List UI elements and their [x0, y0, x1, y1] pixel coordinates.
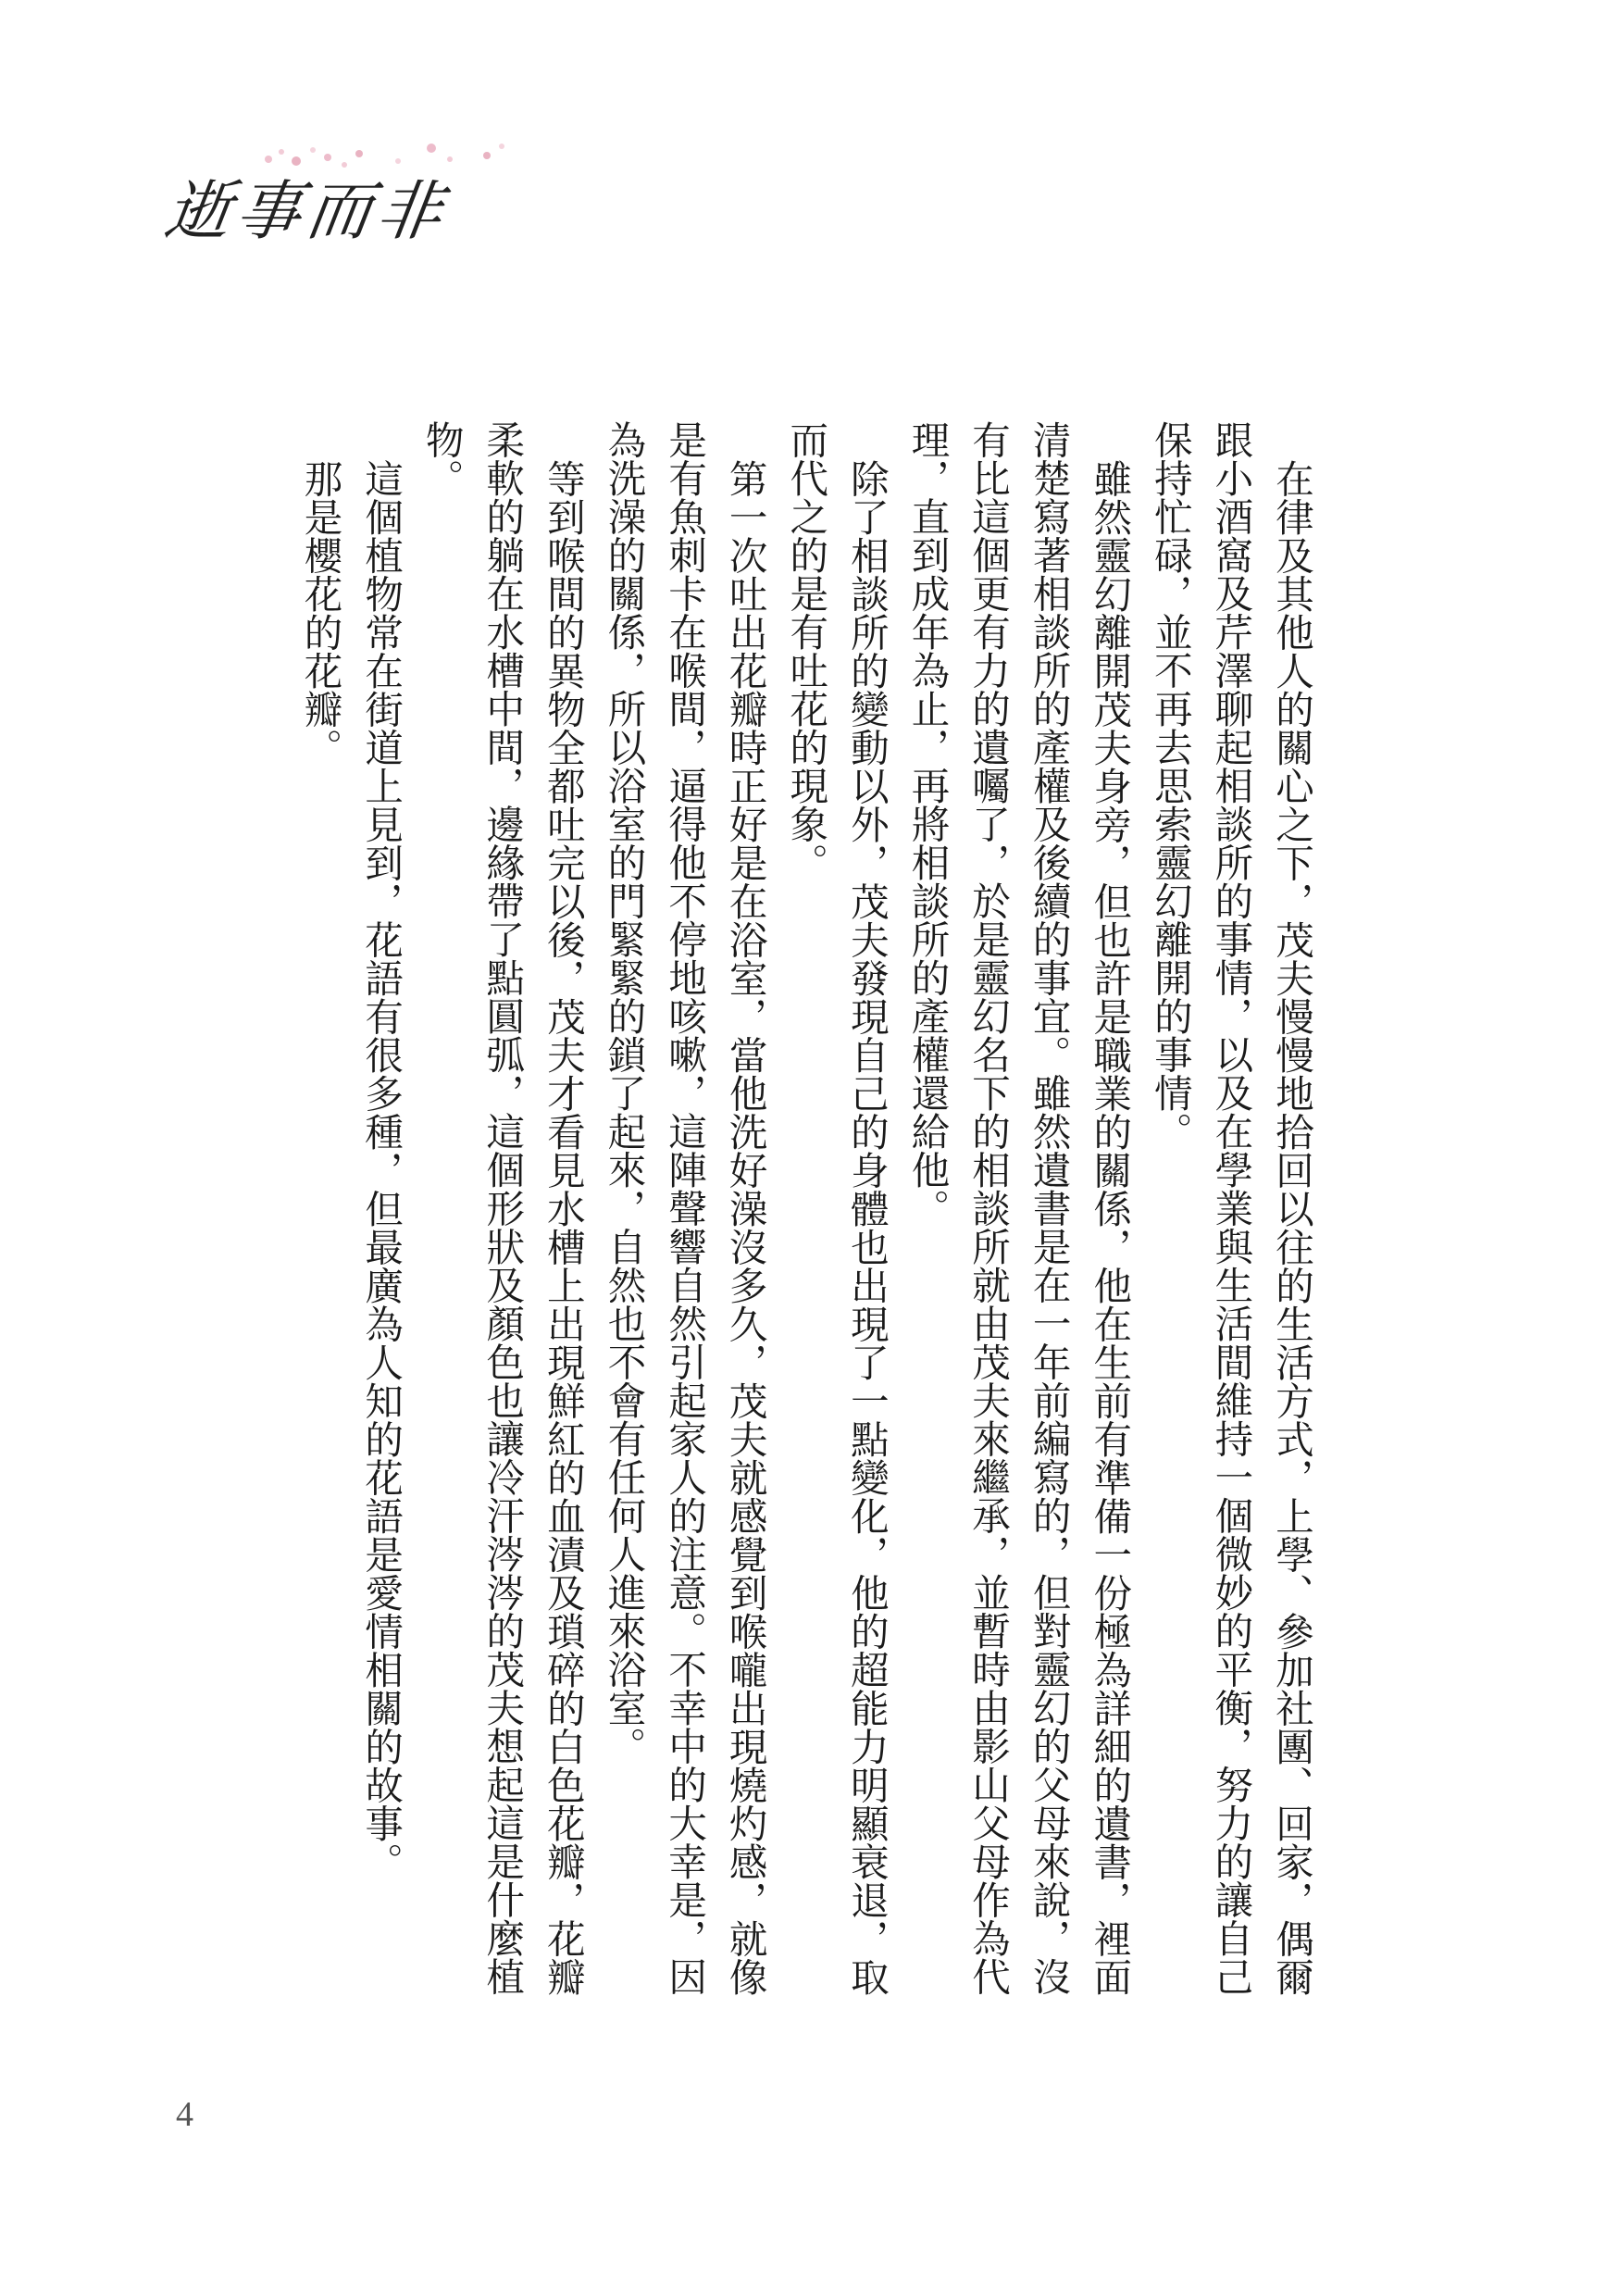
book-title: 逝事而非 [160, 173, 453, 249]
vertical-body-text [267, 420, 1322, 2031]
running-header [160, 139, 463, 250]
paragraph: 等到喉間的異物全都吐完以後，茂夫才看見水槽上出現鮮紅的血漬及瑣碎的白色花瓣，花瓣柔軟的躺在水槽中間，邊緣帶了點圓弧，這個形狀及顏色也讓冷汗涔涔的茂夫想起這是什麼植物。 [418, 420, 586, 1996]
paragraph: 第一次吐出花瓣時正好是在浴室，當他洗好澡沒多久，茂夫就感覺到喉嚨出現燒灼感，就像是有魚刺卡在喉間，逼得他不停地咳嗽，這陣聲響自然引起家人的注意。不幸中的大幸是，因為洗澡的關係，所以浴室的門緊緊的鎖了起來，自然也不會有任何人進來浴室。 [601, 420, 768, 1996]
paragraph: 這個植物常在街道上見到，花語有很多種，但最廣為人知的花語是愛情相關的故事。 [358, 458, 404, 1880]
paragraph: 雖然靈幻離開茂夫身旁，但也許是職業的關係，他在生前有準備一份極為詳細的遺書，裡面清楚寫著相談所的產權及後續的事宜。雖然遺書是在一年前編寫的，但對靈幻的父母來說，沒有比這個更有力的遺囑了，於是靈幻名下的相談所就由茂夫來繼承，並暫時由影山父母作為代理，直到成年為止，再將相談所的產權還給他。 [904, 420, 1133, 1996]
paragraph: 在律及其他人的關心之下，茂夫慢慢地拾回以往的生活方式，上學、參加社團、回家，偶爾跟小酒窩及芹澤聊起相談所的事情，以及在學業與生活間維持一個微妙的平衡，努力的讓自己保持忙碌，並不再去思索靈幻離開的事情。 [1147, 420, 1314, 1996]
paragraph: 那是櫻花的花瓣。 [297, 458, 343, 767]
paragraph: 除了相談所的變動以外，茂夫發現自己的身體也出現了一點變化，他的超能力明顯衰退，取而代之的是有吐花的現象。 [783, 420, 890, 1996]
page-number: 4 [176, 2095, 193, 2134]
